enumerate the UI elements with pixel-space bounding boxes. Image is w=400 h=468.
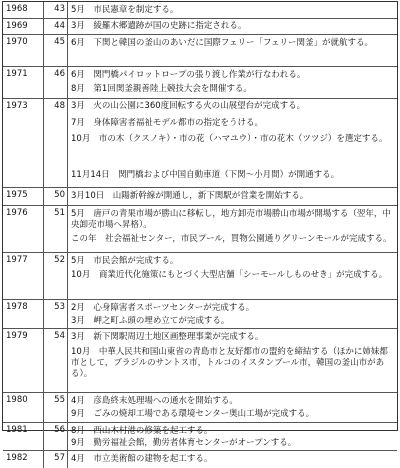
chronology-row: [3, 99, 397, 188]
year-cell: [3, 188, 44, 205]
showa-cell: [43, 329, 68, 392]
showa-year-label: 50: [54, 190, 65, 200]
year-label: 1968: [6, 4, 28, 14]
event-text: 8月 西山木村港の修築を起工する。: [71, 426, 213, 436]
showa-cell: [43, 67, 68, 98]
year-cell: [3, 253, 44, 299]
event-text: 3月 新下関駅周辺土地区画整理事業が完成する。: [71, 332, 264, 342]
event-text: 5月 市民憲章を制定する。: [71, 5, 179, 15]
event-text: 6月 関門橋パイロットロープの張り渡し作業が行なわれる。: [71, 70, 306, 80]
event-text: 3月 岬之町ふ頭の埋め立てが完成する。: [71, 316, 230, 326]
year-label: 1977: [6, 255, 28, 265]
year-cell: [3, 451, 44, 468]
showa-cell: [43, 300, 68, 328]
year-cell: [3, 19, 44, 34]
year-cell: [3, 423, 44, 450]
event-text: この年 社会福祉センター，市民プール，買物公園通りグリーンモールが完成する。: [71, 234, 392, 244]
event-text: 5月 唐戸の青果市場が勝山に移転し，地方卸売市場勝山市場が開場する（翌年，中央卸売市場へ昇格）。: [71, 209, 391, 230]
showa-year-label: 44: [54, 21, 65, 31]
chronology-table: [2, 1, 398, 464]
chronology-row: [3, 300, 397, 329]
showa-year-label: 54: [54, 331, 65, 341]
chronology-row: [3, 206, 397, 253]
chronology-row: [3, 67, 397, 99]
year-cell: [3, 300, 44, 328]
event-text: 3月10日 山陽新幹線が開通し，新下関駅が営業を開始する。: [71, 191, 309, 201]
showa-cell: [43, 188, 68, 205]
year-label: 1971: [6, 69, 28, 79]
event-text: 7月 身体障害者福祉モデル都市の指定をうける。: [71, 118, 263, 128]
year-cell: [3, 35, 44, 66]
showa-year-label: 45: [54, 37, 65, 47]
event-text: 10月 市の木（クスノキ）・市の花（ハマユウ）・市の花木（ツツジ）を選定する。: [71, 134, 388, 144]
showa-cell: [43, 99, 68, 187]
event-text: 4月 市立美術館の建物を起工する。: [71, 454, 213, 464]
event-text: 6月 下関と韓国の釜山のあいだに国際フェリー「フェリー関釜」が就航する。: [71, 38, 374, 48]
showa-cell: [43, 2, 68, 18]
showa-cell: [43, 451, 68, 468]
chronology-row: [3, 19, 397, 35]
showa-year-label: 55: [54, 395, 65, 405]
chronology-row: [3, 451, 397, 468]
chronology-row: [3, 2, 397, 19]
year-label: 1969: [6, 21, 28, 31]
event-text: 8月 第1回関釜親善陸上競技大会を開催する。: [71, 84, 252, 94]
showa-cell: [43, 35, 68, 66]
event-text: 2月 心身障害者スポーツセンターが完成する。: [71, 303, 255, 313]
event-text: 9月 勤労福祉会館，勤労者体育センターがオープンする。: [71, 438, 297, 448]
showa-cell: [43, 393, 68, 422]
event-text: 5月 市民会館が完成する。: [71, 256, 179, 266]
chronology-row: [3, 188, 397, 206]
year-label: 1976: [6, 208, 28, 218]
year-label: 1979: [6, 331, 28, 341]
showa-year-label: 48: [54, 101, 65, 111]
event-text: 3月 綾羅木郷遺跡が国の史跡に指定される。: [71, 21, 247, 31]
year-label: 1981: [6, 425, 28, 435]
showa-year-label: 56: [54, 425, 65, 435]
event-text: 9月 ごみの焼却工場である環境センター奥山工場が完成する。: [71, 409, 315, 419]
chronology-row: [3, 393, 397, 423]
year-label: 1975: [6, 190, 28, 200]
year-cell: [3, 2, 44, 18]
showa-cell: [43, 253, 68, 299]
chronology-row: [3, 35, 397, 67]
chronology-row: [3, 329, 397, 393]
year-cell: [3, 67, 44, 98]
showa-cell: [43, 206, 68, 252]
showa-cell: [43, 423, 68, 450]
event-text: 10月 商業近代化施策にもとづく大型店舗「シーモールしものせき」が完成する。: [71, 270, 388, 280]
year-cell: [3, 329, 44, 392]
year-cell: [3, 206, 44, 252]
showa-year-label: 43: [54, 4, 65, 14]
showa-year-label: 53: [54, 302, 65, 312]
showa-year-label: 51: [54, 208, 65, 218]
year-cell: [3, 393, 44, 422]
year-label: 1970: [6, 37, 28, 47]
event-text: 11月14日 関門橋および中国自動車道（下関～小月間）が開通する。: [71, 170, 340, 180]
event-text: 10月 中華人民共和国山東省の青島市と友好都市の盟約を締結する（ほかに姉妹都市として，ブラジルのサントス市，トルコのイスタンブール市，韓国の釜山市がある）。: [71, 347, 388, 379]
event-text: 3月 火の山公園に360度回転する火の山展望台が完成する。: [71, 101, 306, 111]
year-label: 1982: [6, 453, 28, 463]
year-label: 1973: [6, 101, 28, 111]
showa-year-label: 46: [54, 69, 65, 79]
showa-cell: [43, 19, 68, 34]
showa-year-label: 52: [54, 255, 65, 265]
showa-year-label: 57: [54, 453, 65, 463]
chronology-row: [3, 253, 397, 300]
chronology-row: [3, 423, 397, 451]
year-cell: [3, 99, 44, 187]
event-text: 4月 彦島終末処理場への通水を開始する。: [71, 396, 238, 406]
year-label: 1978: [6, 302, 28, 312]
year-label: 1980: [6, 395, 28, 405]
